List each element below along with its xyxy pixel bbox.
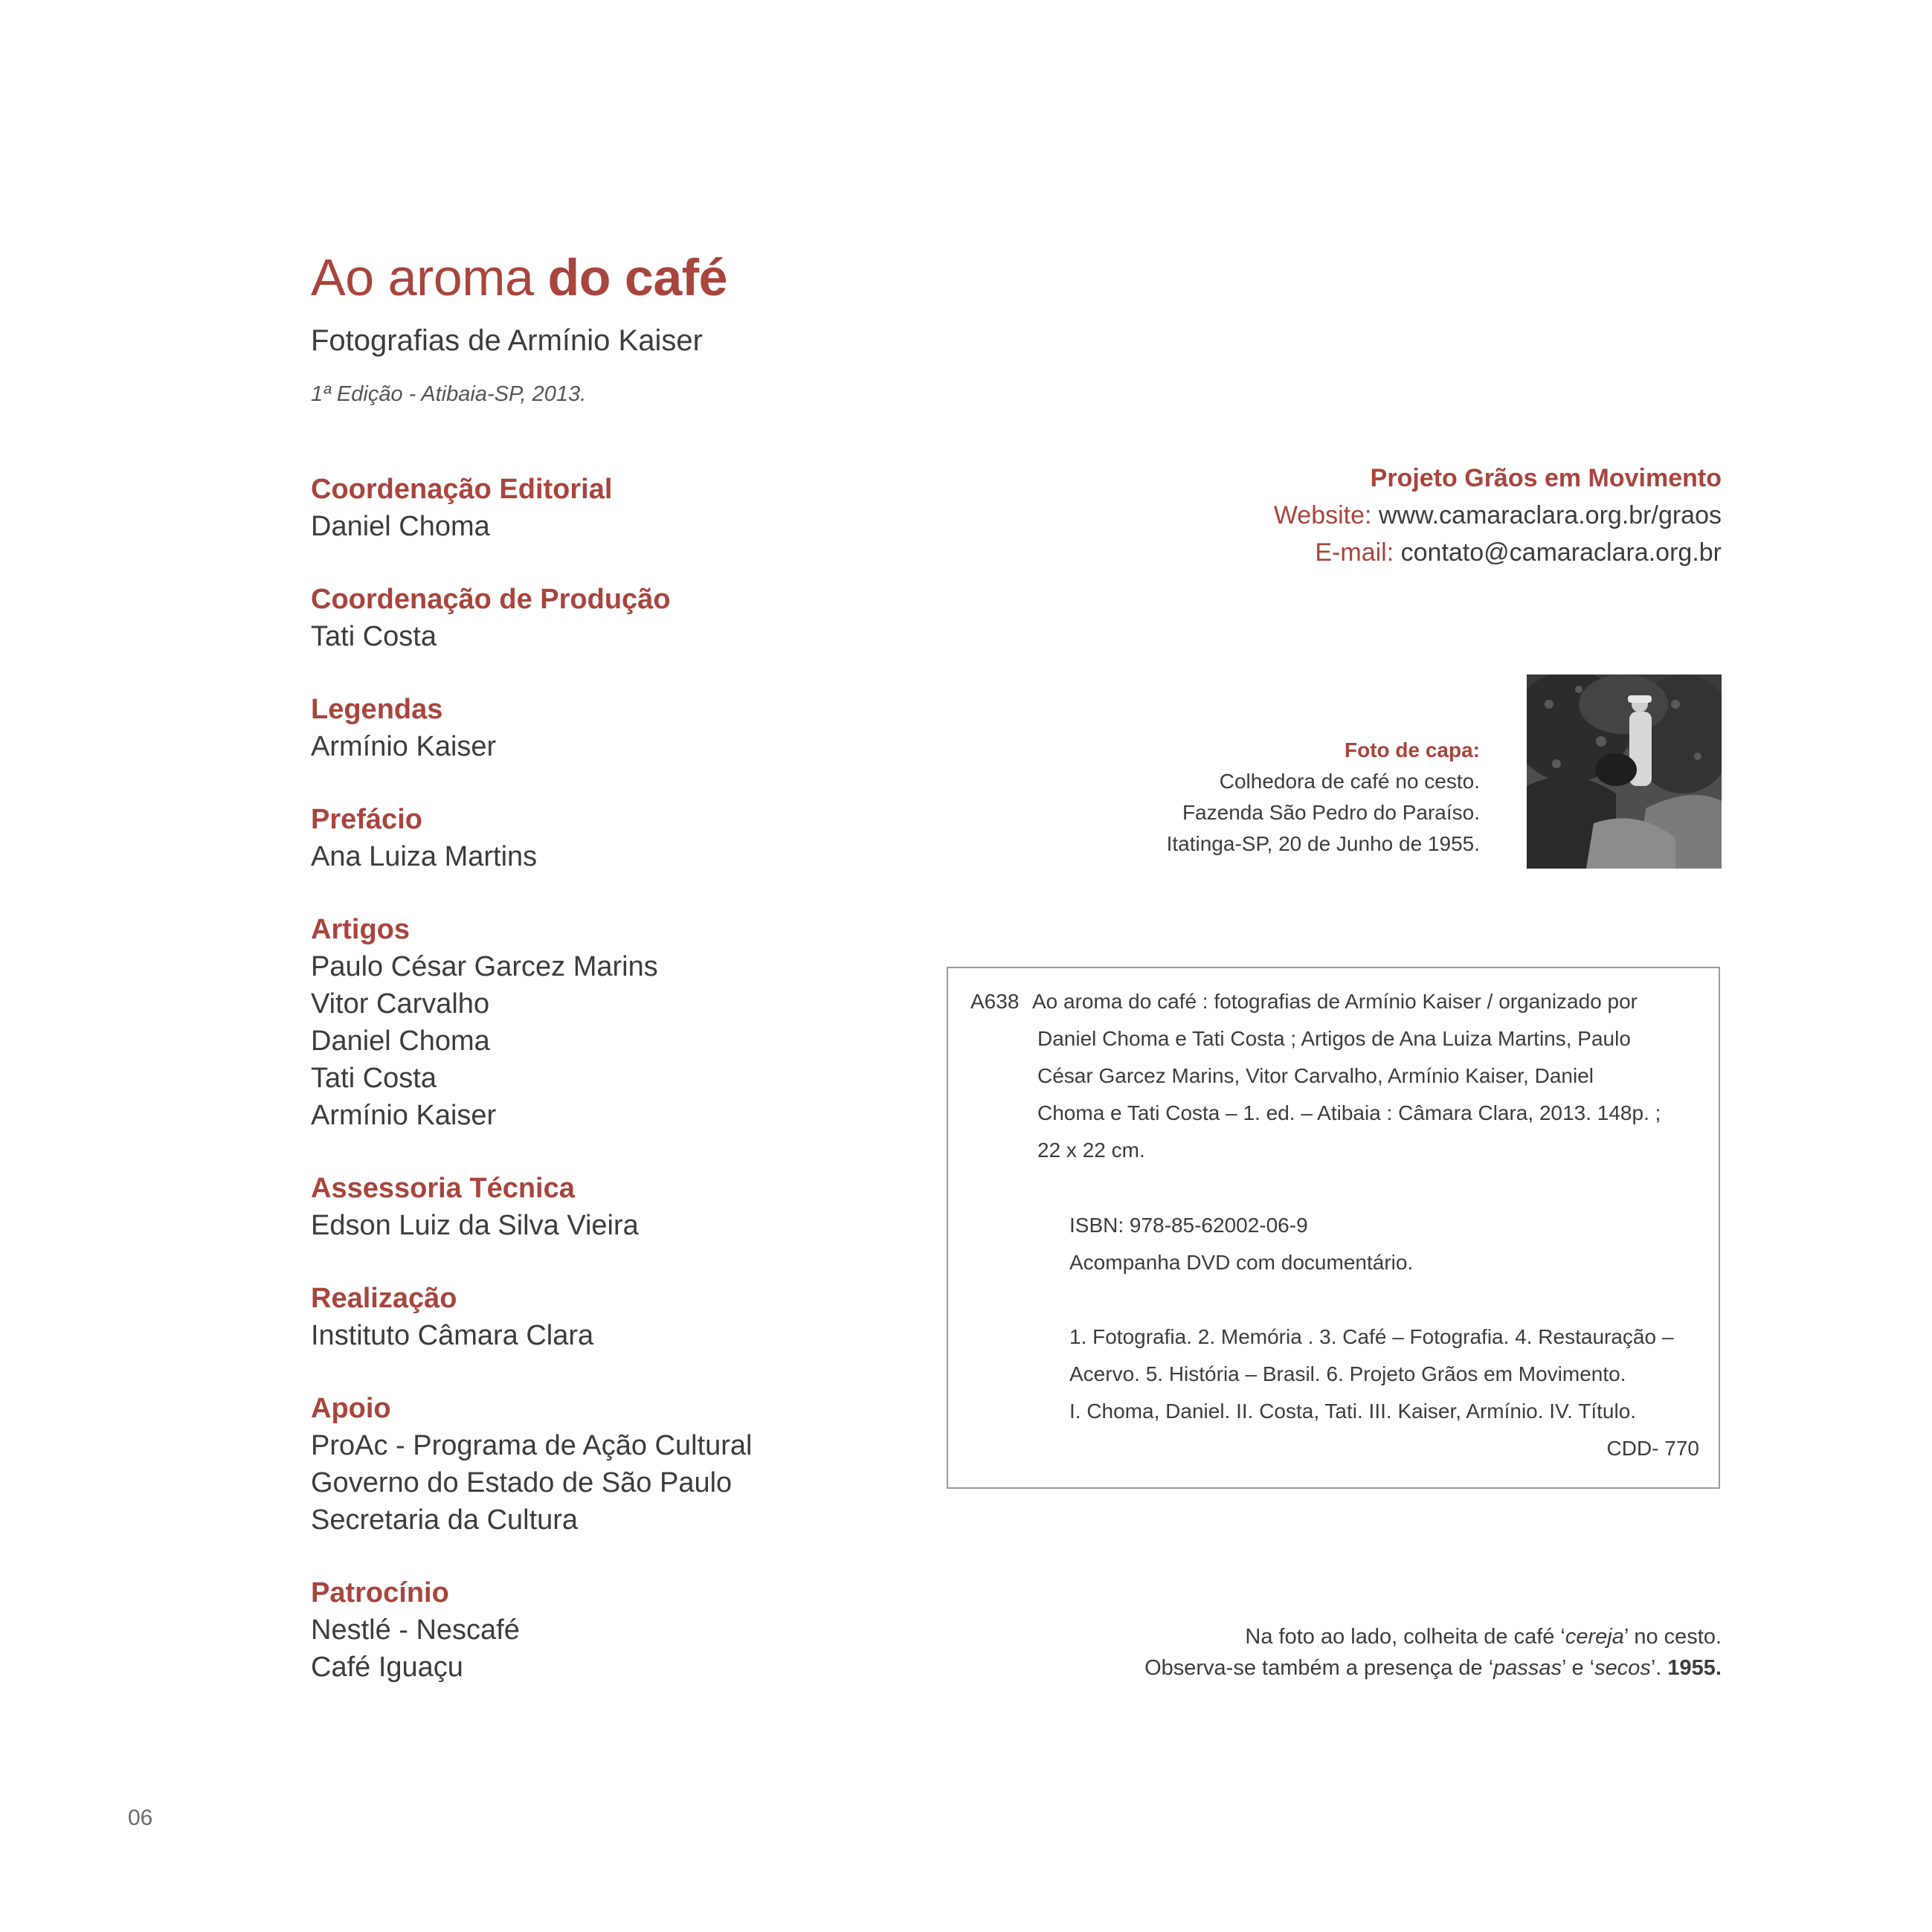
credit-heading: Assessoria Técnica bbox=[311, 1173, 575, 1204]
credit-block bbox=[311, 471, 980, 545]
website-link[interactable]: www.camaraclara.org.br/graos bbox=[1378, 501, 1722, 529]
credit-name: Nestlé - Nescafé bbox=[311, 1614, 520, 1646]
catalog-entry-line: Daniel Choma e Tati Costa ; Artigos de Ana Luiza Martins, Paulo bbox=[1037, 1027, 1631, 1050]
book-title-light: Ao aroma bbox=[311, 248, 548, 306]
photo-note-text: ’ no cesto. bbox=[1623, 1625, 1722, 1649]
project-email bbox=[1274, 534, 1722, 571]
catalog-note: Acompanha DVD com documentário. bbox=[1069, 1251, 1414, 1274]
credit-heading: Coordenação de Produção bbox=[311, 584, 671, 615]
catalog-cdd: CDD- 770 bbox=[1606, 1437, 1699, 1460]
project-website bbox=[1274, 497, 1722, 534]
credit-block bbox=[311, 1390, 980, 1539]
photo-note-year: 1955. bbox=[1667, 1656, 1722, 1680]
catalog-entry-line: 22 x 22 cm. bbox=[1037, 1139, 1145, 1162]
credit-name: Instituto Câmara Clara bbox=[311, 1320, 594, 1351]
cover-photo bbox=[1527, 674, 1722, 869]
credit-block bbox=[311, 801, 980, 875]
photo-note-term: passas bbox=[1493, 1656, 1562, 1680]
credit-heading: Apoio bbox=[311, 1393, 391, 1424]
credit-name: Vitor Carvalho bbox=[311, 988, 490, 1020]
credit-heading: Legendas bbox=[311, 694, 443, 725]
credit-heading: Coordenação Editorial bbox=[311, 474, 613, 505]
credit-heading: Realização bbox=[311, 1283, 457, 1314]
catalog-subject-line: I. Choma, Daniel. II. Costa, Tati. III. Kaiser, Armínio. IV. Título. bbox=[1069, 1400, 1637, 1423]
credit-name: Governo do Estado de São Paulo bbox=[311, 1467, 732, 1498]
catalog-entry-line: Choma e Tati Costa – 1. ed. – Atibaia : Câmara Clara, 2013. 148p. ; bbox=[1037, 1101, 1661, 1124]
credit-heading: Artigos bbox=[311, 914, 410, 945]
credit-name: Tati Costa bbox=[311, 1063, 437, 1094]
cover-caption-line: Itatinga-SP, 20 de Junho de 1955. bbox=[1166, 832, 1480, 855]
credit-name: ProAc - Programa de Ação Cultural bbox=[311, 1430, 753, 1461]
credit-name: Paulo César Garcez Marins bbox=[311, 951, 658, 982]
credit-block bbox=[311, 691, 980, 765]
credit-block bbox=[311, 581, 980, 655]
credit-name: Secretaria da Cultura bbox=[311, 1504, 579, 1536]
email-link[interactable]: contato@camaraclara.org.br bbox=[1400, 538, 1722, 567]
cover-caption bbox=[1167, 735, 1480, 860]
photo-note-term: cereja bbox=[1565, 1625, 1624, 1649]
credit-name: Daniel Choma bbox=[311, 511, 490, 542]
page-number: 06 bbox=[128, 1806, 153, 1830]
photo-note bbox=[1144, 1621, 1722, 1684]
photo-note-text: Observa-se também a presença de ‘ bbox=[1144, 1656, 1494, 1680]
photo-note-line-1 bbox=[1144, 1621, 1722, 1652]
credit-block bbox=[311, 911, 980, 1134]
credit-name: Daniel Choma bbox=[311, 1025, 490, 1057]
photo-note-text: Na foto ao lado, colheita de café ‘ bbox=[1245, 1625, 1565, 1649]
credit-block bbox=[311, 1170, 980, 1244]
catalog-isbn: ISBN: 978-85-62002-06-9 bbox=[1069, 1214, 1308, 1237]
project-info bbox=[1274, 460, 1722, 571]
cover-caption-line: Fazenda São Pedro do Paraíso. bbox=[1182, 801, 1480, 824]
photo-note-text: ’. bbox=[1650, 1656, 1668, 1680]
book-title-bold: do café bbox=[547, 248, 728, 306]
cover-photo-image bbox=[1527, 674, 1722, 869]
credit-name: Edson Luiz da Silva Vieira bbox=[311, 1210, 639, 1241]
credit-name: Ana Luiza Martins bbox=[311, 841, 538, 872]
credit-heading: Patrocínio bbox=[311, 1577, 449, 1609]
credit-block bbox=[311, 1280, 980, 1354]
catalog-entry-line: Ao aroma do café : fotografias de Armínio Kaiser / organizado por bbox=[1032, 990, 1638, 1013]
book-title bbox=[311, 248, 728, 306]
project-title: Projeto Grãos em Movimento bbox=[1370, 464, 1722, 492]
credit-heading: Prefácio bbox=[311, 804, 422, 835]
cover-caption-line: Colhedora de café no cesto. bbox=[1219, 770, 1480, 793]
edition-info: 1ª Edição - Atibaia-SP, 2013. bbox=[311, 382, 587, 406]
book-subtitle: Fotografias de Armínio Kaiser bbox=[311, 324, 703, 357]
email-label: E-mail: bbox=[1315, 538, 1394, 567]
photo-note-line-2 bbox=[1144, 1652, 1722, 1684]
credit-name: Tati Costa bbox=[311, 621, 437, 652]
credit-block bbox=[311, 1574, 980, 1686]
cover-caption-title: Foto de capa: bbox=[1344, 738, 1480, 761]
catalog-card bbox=[947, 967, 1720, 1489]
catalog-subject-line: 1. Fotografia. 2. Memória . 3. Café – Fotografia. 4. Restauração – bbox=[1069, 1325, 1674, 1348]
catalog-entry-line: César Garcez Marins, Vitor Carvalho, Armínio Kaiser, Daniel bbox=[1037, 1064, 1594, 1087]
catalog-subject-line: Acervo. 5. História – Brasil. 6. Projeto Grãos em Movimento. bbox=[1069, 1362, 1626, 1385]
credit-name: Armínio Kaiser bbox=[311, 731, 497, 762]
credits-list bbox=[311, 471, 980, 1722]
credit-name: Café Iguaçu bbox=[311, 1652, 463, 1683]
credit-name: Armínio Kaiser bbox=[311, 1100, 497, 1131]
photo-note-term: secos bbox=[1594, 1656, 1651, 1680]
catalog-code: A638 bbox=[970, 990, 1020, 1013]
photo-note-text: ’ e ‘ bbox=[1562, 1656, 1595, 1680]
website-label: Website: bbox=[1273, 501, 1372, 529]
